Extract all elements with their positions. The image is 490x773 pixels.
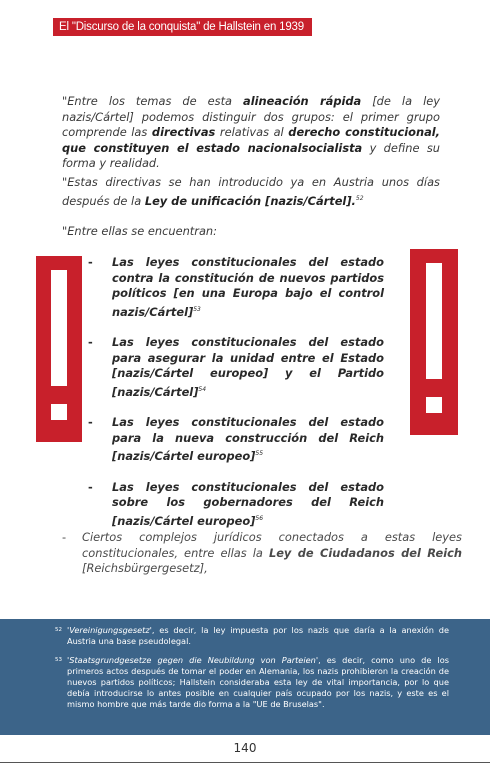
- footnote-ref: 52: [355, 194, 364, 202]
- list-dash: -: [88, 335, 93, 349]
- text-run: relativas al: [215, 125, 289, 139]
- footnote-number: 52: [55, 627, 62, 633]
- list-item: [88, 480, 384, 530]
- list-item: [88, 415, 384, 465]
- list-item: [88, 255, 384, 320]
- footnote-ref: 55: [255, 450, 264, 457]
- exclamation-mark-icon: [410, 249, 458, 435]
- bold-text: alineación rápida: [243, 94, 362, 108]
- exclamation-mark-icon: [36, 256, 82, 442]
- footnote-52: [55, 625, 449, 647]
- text-run: Ciertos complejos jurídicos conectados a estas leyes constitucionales, entre ellas la: [82, 530, 462, 560]
- bold-text: Ley de unificación [nazis/Cártel].: [144, 193, 356, 208]
- list-dash: -: [88, 415, 93, 429]
- list-dash: -: [88, 255, 93, 269]
- text-run: y define su forma y realidad.: [62, 140, 440, 170]
- footnote-53: [55, 655, 449, 710]
- text-run: [Reichsbürgergesetz],: [82, 561, 208, 575]
- paragraph-entre-ellas: "Entre ellas se encuentran:: [62, 224, 217, 238]
- paragraph-alineacion: [62, 94, 440, 172]
- footnotes-panel: [0, 619, 490, 735]
- bold-text: directivas: [151, 125, 216, 139]
- list-item-ciertos: [62, 530, 462, 577]
- list-dash: -: [88, 479, 93, 494]
- ciertos-text: [82, 530, 462, 575]
- bottom-rule: [0, 762, 490, 763]
- footnote-number: 53: [55, 657, 62, 663]
- paragraph-directivas: [62, 175, 440, 209]
- text-run: [de la ley nazis/Cártel] podemos distinguir dos grupos: el primer grupo comprende las: [62, 94, 440, 139]
- list-item: [88, 335, 384, 400]
- list-item-text: Las leyes constitucionales del estado para asegurar la unidad entre el Estado [nazis/Cártel europeo] y el Partido [nazis/Cártel]: [112, 335, 384, 399]
- laws-list: [88, 255, 384, 544]
- list-item-text: Las leyes constitucionales del estado contra la constitución de nuevos partidos políticos [en una Europa bajo el control nazis/Cártel]: [112, 255, 384, 319]
- chapter-header: El "Discurso de la conquista" de Hallstein en 1939: [53, 18, 312, 36]
- footnote-term: 'Vereinigungsgesetz': [67, 625, 152, 635]
- footnote-text: , es decir, como uno de los primeros actos después de tomar el poder en Alemania, los nazis prohibieron la creación de nuevos partidos políticos; Hallstein consideraba esta ley de vital importancia, por lo que debía introducirse lo antes posible en cualquier país ocupado por los nazis, y este es el mismo hombre que más tarde dio forma a la "UE de Bruselas".: [67, 655, 449, 709]
- footnote-term: 'Staatsgrundgesetze gegen die Neubildung von Parteien': [67, 655, 319, 665]
- bold-text: Ley de Ciudadanos del Reich: [268, 545, 462, 560]
- bold-text: derecho constitucional, que constituyen el estado nacionalsocialista: [62, 125, 440, 155]
- footnote-ref: 56: [255, 514, 264, 522]
- text-run: "Estas directivas se han introducido ya en Austria unos días después de la: [62, 175, 440, 208]
- list-item-text: Las leyes constitucionales del estado sobre los gobernadores del Reich [nazis/Cártel europeo]: [112, 479, 384, 528]
- page-number: 140: [233, 741, 257, 755]
- list-dash: -: [62, 530, 67, 544]
- footnote-ref: 54: [198, 385, 207, 393]
- list-item-text: Las leyes constitucionales del estado para la nueva construcción del Reich [nazis/Cártel europeo]: [112, 415, 384, 463]
- footnote-text: , es decir, la ley impuesta por los nazis que daría a la anexión de Austria una base pseudolegal.: [67, 625, 449, 646]
- footnote-ref: 53: [193, 305, 201, 313]
- text-run: "Entre los temas de esta: [62, 94, 244, 108]
